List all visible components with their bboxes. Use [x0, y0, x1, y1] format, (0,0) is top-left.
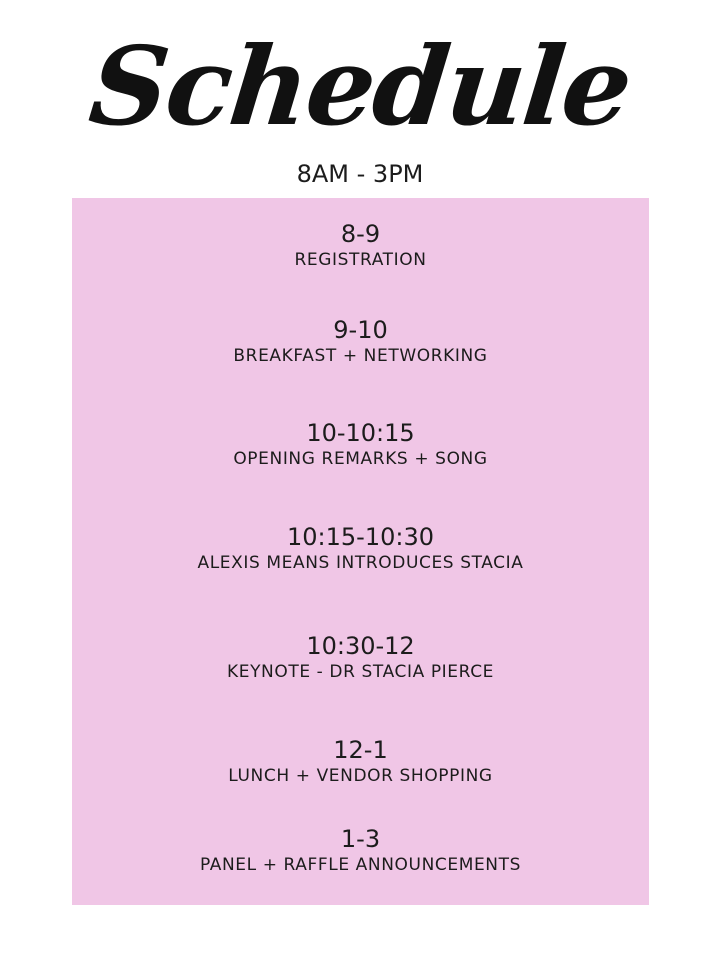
schedule-item-time: 10:30-12 [306, 632, 415, 660]
schedule-item [72, 219, 649, 271]
schedule-item-time: 10-10:15 [306, 419, 415, 447]
schedule-item-desc: KEYNOTE - DR STACIA PIERCE [226, 662, 495, 682]
schedule-item [72, 315, 649, 367]
page-title: Schedule [83, 24, 636, 150]
time-range: 8AM - 3PM [296, 160, 424, 188]
schedule-item-time: 9-10 [333, 316, 388, 344]
schedule-item [72, 418, 649, 470]
schedule-item [72, 735, 649, 787]
schedule-item-desc: OPENING REMARKS + SONG [233, 449, 488, 469]
schedule-panel [72, 198, 649, 905]
schedule-item-desc: PANEL + RAFFLE ANNOUNCEMENTS [199, 855, 521, 875]
schedule-item-time: 8-9 [340, 220, 381, 248]
schedule-item-time: 10:15-10:30 [287, 523, 434, 551]
schedule-item [72, 631, 649, 683]
schedule-item-desc: LUNCH + VENDOR SHOPPING [228, 766, 493, 786]
schedule-item-desc: BREAKFAST + NETWORKING [233, 346, 488, 366]
schedule-item-time: 1-3 [340, 825, 381, 853]
schedule-item-desc: ALEXIS MEANS INTRODUCES STACIA [197, 553, 524, 573]
schedule-item-desc: REGISTRATION [294, 250, 427, 270]
schedule-item [72, 824, 649, 876]
schedule-item [72, 522, 649, 574]
schedule-item-time: 12-1 [333, 736, 388, 764]
